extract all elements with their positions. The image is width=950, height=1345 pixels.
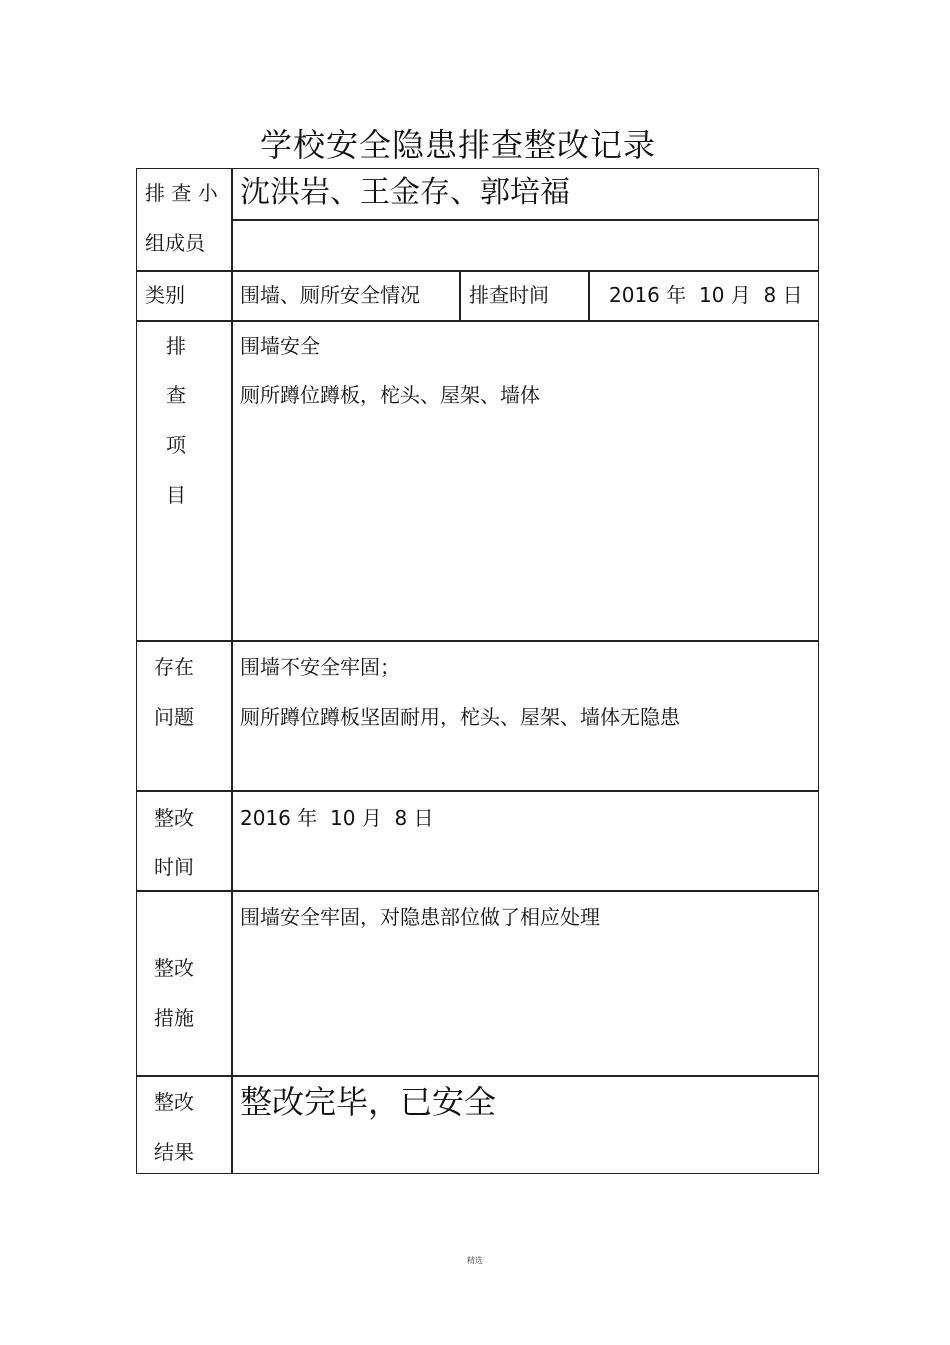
category-label: 类别 xyxy=(145,283,185,307)
column-divider xyxy=(588,270,590,321)
measures-label: 措施 xyxy=(154,1006,194,1030)
row-divider xyxy=(232,219,818,221)
row-divider xyxy=(137,790,818,792)
members-value: 沈洪岩、王金存、郭培福 xyxy=(240,175,570,210)
measures-label: 整改 xyxy=(154,956,194,980)
page-title: 学校安全隐患排查整改记录 xyxy=(259,126,656,164)
inspection-time-value: 2016 年 10 月 8 日 xyxy=(609,283,803,307)
problems-label: 存在 xyxy=(154,655,194,679)
rectify-time-label: 整改 xyxy=(154,806,194,830)
items-line: 厕所蹲位蹲板，柁头、屋架、墙体 xyxy=(240,383,540,407)
items-label-char: 排 xyxy=(166,334,186,358)
record-table xyxy=(136,168,819,1174)
rectify-time-value: 2016 年 10 月 8 日 xyxy=(240,806,434,830)
row-divider xyxy=(137,320,818,322)
column-divider xyxy=(459,270,461,321)
items-label-char: 查 xyxy=(166,383,186,407)
row-divider xyxy=(137,640,818,642)
row-divider xyxy=(137,1075,818,1077)
rectify-time-label: 时间 xyxy=(154,855,194,879)
result-value: 整改完毕，已安全 xyxy=(240,1083,497,1121)
column-divider xyxy=(231,169,233,1173)
problems-line: 厕所蹲位蹲板坚固耐用，柁头、屋架、墙体无隐患 xyxy=(240,705,680,729)
measures-value: 围墙安全牢固，对隐患部位做了相应处理 xyxy=(240,905,600,929)
footer-note: 精选 xyxy=(467,1256,483,1265)
items-label-char: 项 xyxy=(166,433,186,457)
members-label: 组成员 xyxy=(145,231,205,255)
category-value: 围墙、厕所安全情况 xyxy=(240,283,420,307)
result-label: 结果 xyxy=(154,1140,194,1164)
items-label-char: 目 xyxy=(166,483,186,507)
result-label: 整改 xyxy=(154,1090,194,1114)
problems-line: 围墙不安全牢固； xyxy=(240,655,400,679)
row-divider xyxy=(137,270,818,272)
items-line: 围墙安全 xyxy=(240,334,320,358)
problems-label: 问题 xyxy=(154,705,194,729)
inspection-time-label: 排查时间 xyxy=(469,283,549,307)
members-label: 排 查 小 xyxy=(145,181,218,205)
row-divider xyxy=(137,890,818,892)
